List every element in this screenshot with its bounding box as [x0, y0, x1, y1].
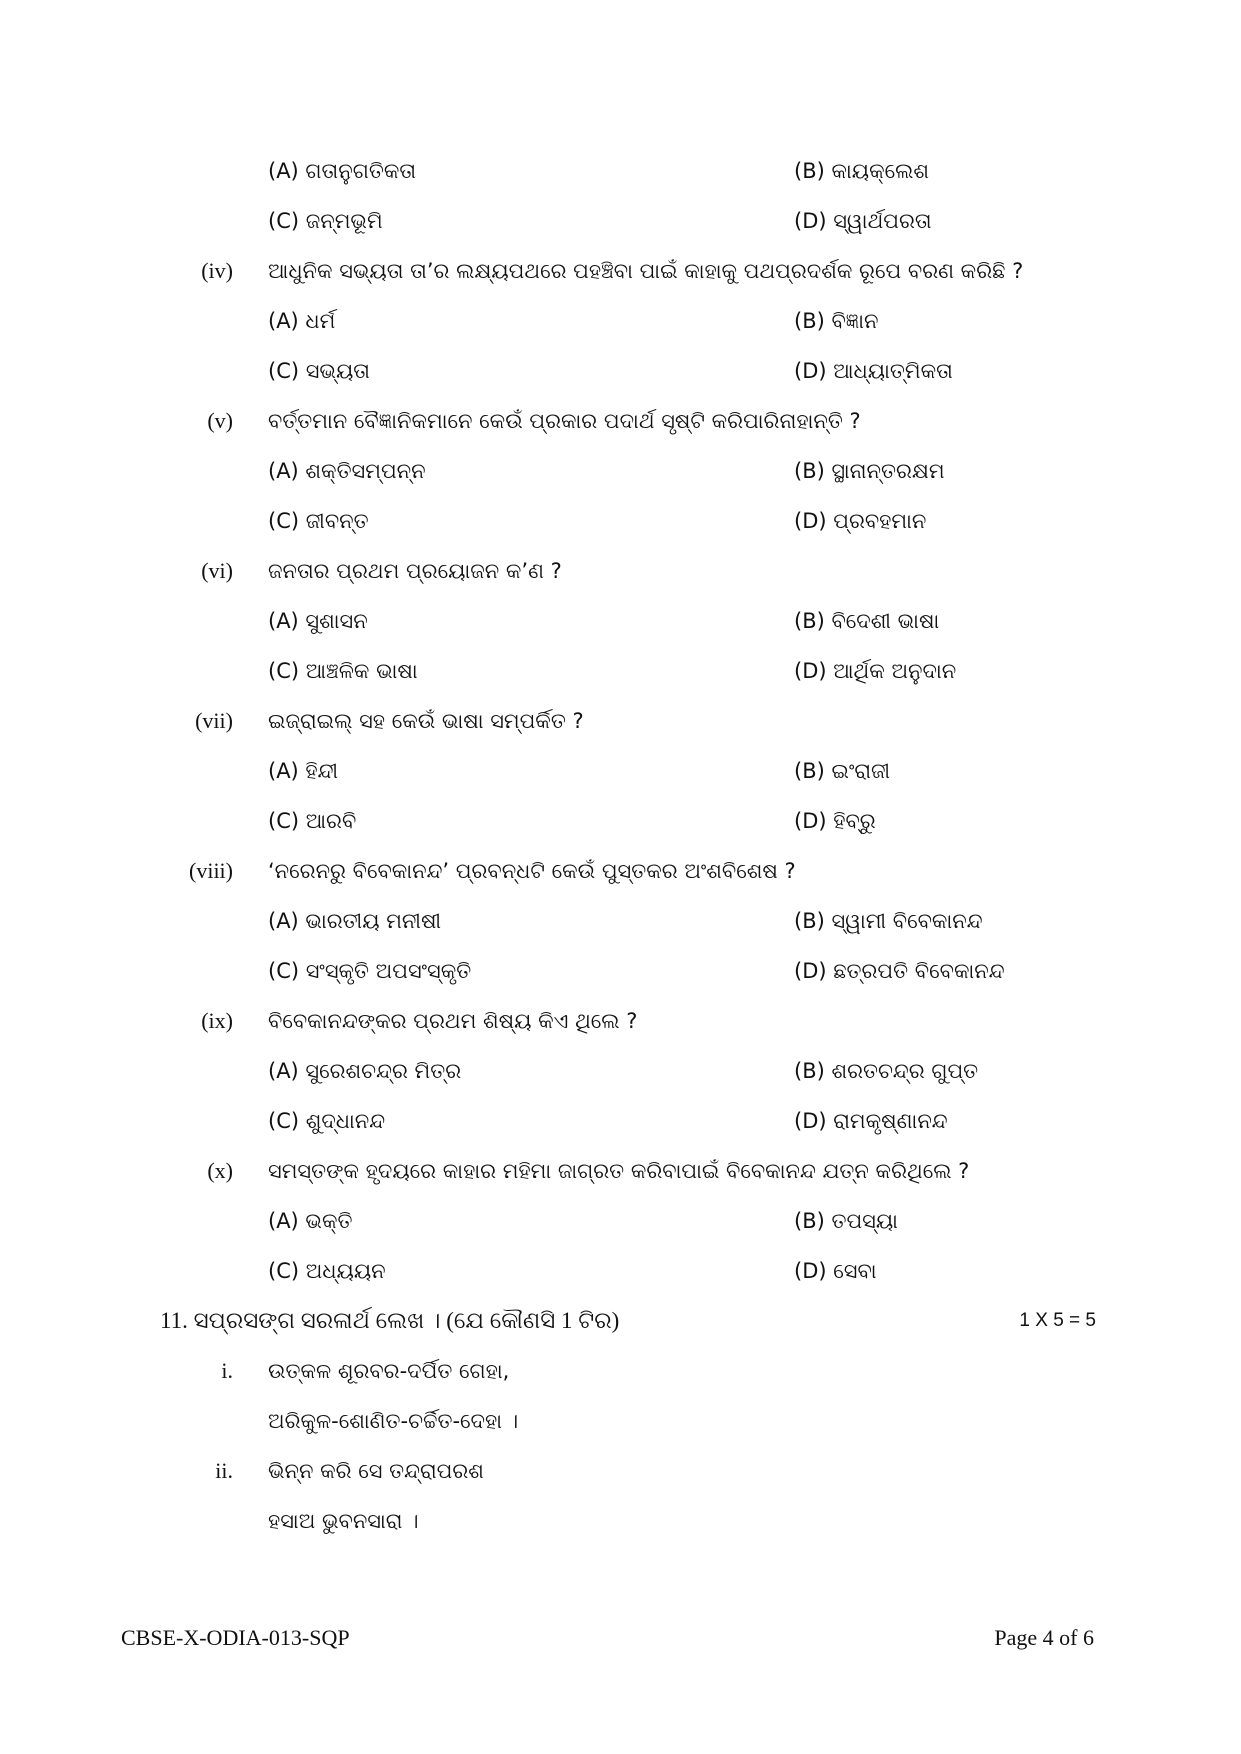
option-c: (C) ସଂସ୍କୃତି ଅପସଂସ୍କୃତି: [268, 959, 472, 983]
question-text: ଇଜ୍ରାଇଲ୍ ସହ କେଉଁ ଭାଷା ସମ୍ପର୍କିତ ?: [268, 709, 584, 733]
option-d: (D) ଆଧ୍ୟାତ୍ମିକତା: [794, 359, 953, 383]
question-number: (iv): [201, 258, 233, 283]
option-a: (A) ଶକ୍ତିସମ୍ପନ୍ନ: [268, 459, 426, 483]
option-a: (A) ସୁଶାସନ: [268, 609, 368, 633]
option-c: (C) ଅଧ୍ୟୟନ: [268, 1259, 386, 1283]
option-d: (D) ହିବ୍ରୁ: [794, 809, 876, 833]
option-a: (A) ଗତାନୁଗତିକତା: [268, 159, 417, 183]
option-c: (C) ଆରବି: [268, 809, 357, 833]
question-number: (ix): [201, 1008, 233, 1033]
section-11-marks: 1 X 5 = 5: [1019, 1310, 1096, 1331]
option-b: (B) ତପସ୍ୟା: [794, 1209, 898, 1233]
option-b: (B) ଶରତଚନ୍ଦ୍ର ଗୁପ୍ତ: [794, 1059, 979, 1083]
option-d: (D) ପ୍ରବହମାନ: [794, 509, 927, 533]
option-d: (D) ସ୍ୱାର୍ଥପରତା: [794, 209, 932, 233]
option-c: (C) ସଭ୍ୟତା: [268, 359, 370, 383]
option-b: (B) କାୟକ୍ଲେଶ: [794, 159, 930, 183]
option-d: (D) ରାମକୃଷ୍ଣାନନ୍ଦ: [794, 1109, 948, 1133]
option-b: (B) ଇଂରାଜୀ: [794, 759, 891, 783]
option-b: (B) ସ୍ଥାନାନ୍ତରକ୍ଷମ: [794, 459, 945, 483]
option-d: (D) ସେବା: [794, 1259, 877, 1283]
option-b: (B) ବିଦେଶୀ ଭାଷା: [794, 609, 940, 633]
question-number: (x): [207, 1158, 233, 1183]
verse-number: i.: [221, 1358, 233, 1383]
option-d: (D) ଛତ୍ରପତି ବିବେକାନନ୍ଦ: [794, 959, 1005, 983]
verse-line: ଭିନ୍ନ କରି ସେ ତନ୍ଦ୍ରାପରଶ: [268, 1459, 484, 1483]
option-a: (A) ଭକ୍ତି: [268, 1209, 353, 1233]
question-text: ବର୍ତ୍ତମାନ ବୈଜ୍ଞାନିକମାନେ କେଉଁ ପ୍ରକାର ପଦାର୍ଥ ସୃଷ୍ଟି କରିପାରିନାହାନ୍ତି ?: [268, 409, 861, 433]
verse-line: ଅରିକୁଳ-ଶୋଣିତ-ଚର୍ଚ୍ଚିତ-ଦେହା ।: [268, 1409, 519, 1433]
question-text: ଜନତାର ପ୍ରଥମ ପ୍ରୟୋଜନ କ’ଣ ?: [268, 559, 562, 583]
question-text: ବିବେକାନନ୍ଦଙ୍କର ପ୍ରଥମ ଶିଷ୍ୟ କିଏ ଥିଲେ ?: [268, 1009, 638, 1033]
page-number: Page 4 of 6: [994, 1625, 1094, 1650]
question-text: ସମସ୍ତଙ୍କ ହୃଦୟରେ କାହାର ମହିମା ଜାଗ୍ରତ କରିବାପାଇଁ ବିବେକାନନ୍ଦ ଯତ୍ନ କରିଥିଲେ ?: [268, 1159, 970, 1183]
paper-code: CBSE-X-ODIA-013-SQP: [121, 1625, 350, 1650]
question-number: (viii): [189, 858, 233, 883]
verse-line: ହସାଅ ଭୁବନସାରା ।: [268, 1509, 419, 1533]
option-a: (A) ଭାରତୀୟ ମନୀଷୀ: [268, 909, 442, 933]
option-c: (C) ଆଞ୍ଚଳିକ ଭାଷା: [268, 659, 418, 683]
option-c: (C) ଜନ୍ମଭୂମି: [268, 209, 383, 233]
option-c: (C) ଜୀବନ୍ତ: [268, 509, 369, 533]
option-a: (A) ଧର୍ମ: [268, 309, 336, 333]
question-text: ଆଧୁନିକ ସଭ୍ୟତା ତା’ର ଲକ୍ଷ୍ୟପଥରେ ପହଞ୍ଚିବା ପାଇଁ କାହାକୁ ପଥପ୍ରଦର୍ଶକ ରୂପେ ବରଣ କରିଛି ?: [268, 259, 1024, 283]
question-number: (vi): [201, 558, 233, 583]
question-text: ‘ନରେନରୁ ବିବେକାନନ୍ଦ’ ପ୍ରବନ୍ଧଟି କେଉଁ ପୁସ୍ତକର ଅଂଶବିଶେଷ ?: [268, 859, 796, 883]
option-a: (A) ସୁରେଶଚନ୍ଦ୍ର ମିତ୍ର: [268, 1059, 462, 1083]
option-c: (C) ଶୁଦ୍ଧାନନ୍ଦ: [268, 1109, 386, 1133]
option-d: (D) ଆର୍ଥିକ ଅନୁଦାନ: [794, 659, 957, 683]
verse-number: ii.: [215, 1458, 233, 1483]
question-number: (v): [207, 408, 233, 433]
verse-line: ଉତ୍କଳ ଶୂରବର-ଦର୍ପିତ ଗେହା,: [268, 1359, 510, 1383]
option-b: (B) ସ୍ୱାମୀ ବିବେକାନନ୍ଦ: [794, 909, 983, 933]
option-a: (A) ହିନ୍ଦୀ: [268, 759, 339, 783]
option-b: (B) ବିଜ୍ଞାନ: [794, 309, 879, 333]
section-11-heading: 11. ସପ୍ରସଙ୍ଗ ସରଳାର୍ଥ ଲେଖ । (ଯେ କୌଣସି 1 ଟିର): [160, 1308, 620, 1333]
question-number: (vii): [195, 708, 233, 733]
